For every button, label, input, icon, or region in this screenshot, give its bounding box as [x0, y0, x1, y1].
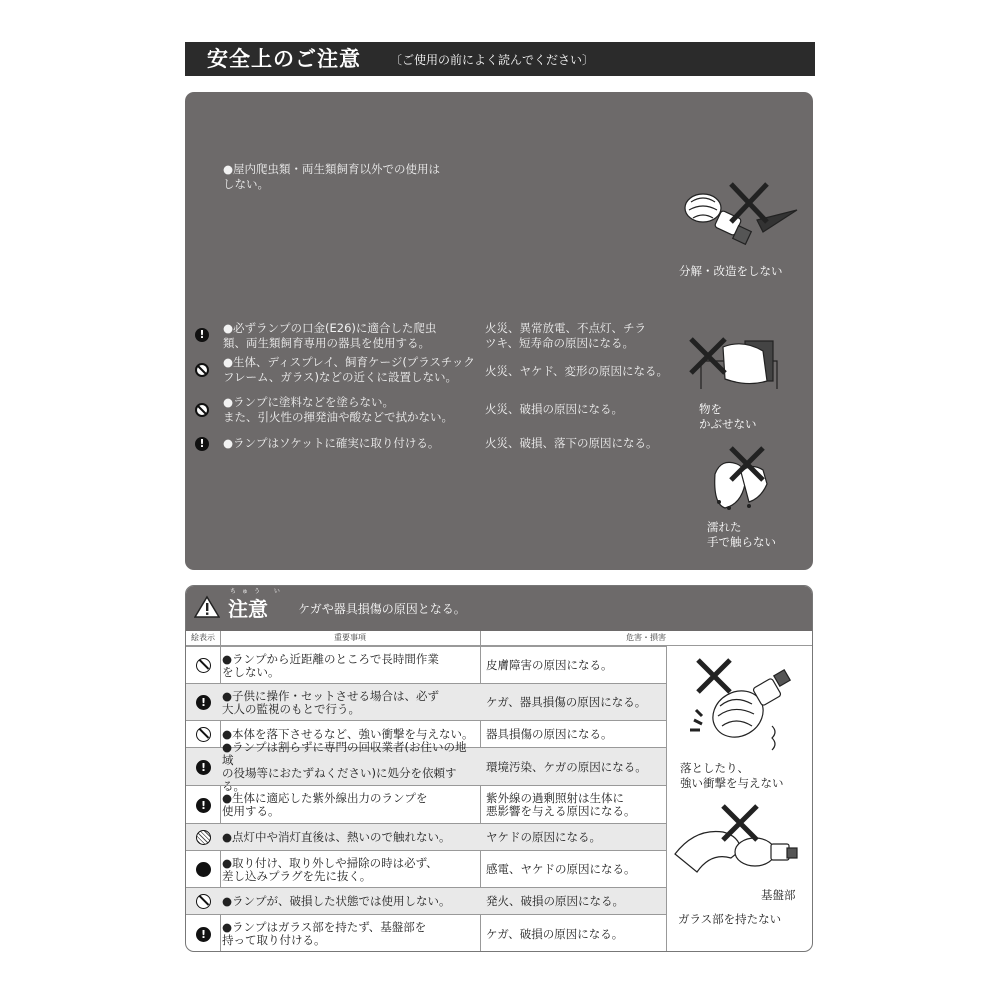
- caution-description: ケガや器具損傷の原因となる。: [298, 602, 466, 616]
- warning-item-1-text: ●必ずランプの口金(E26)に適合した爬虫 類、両生類飼育専用の器具を使用する。: [223, 321, 437, 350]
- must-do-icon: !: [196, 798, 211, 813]
- row-symbol-cell: [186, 824, 220, 851]
- caution-box: [185, 585, 813, 952]
- table-row: [186, 887, 666, 915]
- drop-illustration-icon: [676, 658, 806, 758]
- row-harm: 紫外線の過剰照射は生体に 悪影響を与える原因になる。: [486, 791, 636, 818]
- column-header-matter: 重要事項: [334, 633, 366, 642]
- warning-item-4-result: 火災、破損、落下の原因になる。: [485, 436, 658, 450]
- caption-drop: 落としたり、 強い衝撃を与えない: [680, 761, 784, 790]
- row-important-matter: ●本体を落下させるなど、強い衝撃を与えない。: [222, 727, 474, 741]
- wet-hands-illustration-icon: [705, 444, 780, 514]
- row-symbol-cell: [186, 684, 220, 721]
- table-row: [186, 683, 666, 721]
- row-important-matter: ●ランプから近距離のところで長時間作業 をしない。: [222, 651, 439, 679]
- row-important-matter: ●子供に操作・セットさせる場合は、必ず 大人の監視のもとで行う。: [222, 688, 440, 716]
- warning-item-3-text: ●ランプに塗料などを塗らない。 また、引火性の揮発油や酸などで拭かない。: [223, 395, 453, 424]
- must-do-icon: !: [195, 437, 209, 451]
- row-important-matter: ●生体に適応した紫外線出力のランプを 使用する。: [222, 791, 428, 818]
- caution-title-ruby: ちゅう い: [230, 588, 286, 595]
- warning-item-3-result: 火災、破損の原因になる。: [485, 402, 623, 416]
- caption-cover: 物を かぶせない: [699, 402, 757, 431]
- row-harm: 皮膚障害の原因になる。: [486, 658, 613, 672]
- row-harm: ケガ、器具損傷の原因になる。: [486, 695, 647, 709]
- no-touch-hot-icon: [196, 830, 211, 845]
- section-header: [185, 42, 815, 76]
- row-harm: 発火、破損の原因になる。: [486, 894, 624, 908]
- caution-title: 注意: [228, 597, 268, 621]
- table-row: [186, 785, 666, 824]
- row-symbol-cell: [186, 748, 220, 786]
- caption-wet-hands: 濡れた 手で触らない: [707, 520, 776, 549]
- must-do-icon: !: [196, 760, 211, 775]
- warning-item-4-text: ●ランプはソケットに確実に取り付ける。: [223, 436, 440, 450]
- table-row: [186, 914, 666, 952]
- page-subtitle: 〔ご使用の前によく読んでください〕: [390, 53, 595, 67]
- must-do-icon: !: [196, 695, 211, 710]
- row-important-matter: ●取り付け、取り外しや掃除の時は必ず、 差し込みプラグを先に抜く。: [222, 855, 438, 883]
- warning-item-2-text: ●生体、ディスプレイ、飼育ケージ(プラスチック フレーム、ガラス)などの近くに設置しない。: [223, 355, 475, 384]
- caption-base: 基盤部: [761, 888, 796, 902]
- disassemble-illustration-icon: [675, 180, 805, 260]
- prohibit-icon: [196, 658, 211, 673]
- prohibit-icon: [195, 403, 209, 417]
- cover-illustration-icon: [685, 335, 795, 395]
- row-symbol-cell: [186, 888, 220, 915]
- row-harm: 環境汚染、ケガの原因になる。: [486, 759, 647, 774]
- caution-triangle-icon: [194, 595, 220, 619]
- warning-box: [185, 92, 813, 570]
- column-header-symbol: 絵表示: [191, 633, 215, 642]
- warning-item-1-result: 火災、異常放電、不点灯、チラ ツキ、短寿命の原因になる。: [485, 321, 646, 350]
- row-symbol-cell: [186, 721, 220, 748]
- row-harm: ヤケドの原因になる。: [486, 830, 601, 844]
- table-row: [186, 823, 666, 851]
- prohibit-icon: [196, 894, 211, 909]
- row-harm: 感電、ヤケドの原因になる。: [486, 862, 636, 876]
- row-harm: 器具損傷の原因になる。: [486, 727, 613, 741]
- table-row: [186, 740, 666, 793]
- must-do-icon: !: [196, 927, 211, 942]
- caution-title-bar: [186, 586, 812, 631]
- caption-glass: ガラス部を持たない: [678, 912, 782, 926]
- row-symbol-cell: [186, 786, 220, 824]
- caption-disassemble: 分解・改造をしない: [679, 264, 783, 278]
- row-important-matter: ●ランプは割らずに専門の回収業者(お住いの地域 の役場等におたずねください)に処分を依頼する。: [222, 740, 467, 793]
- page-title: 安全上のご注意: [207, 47, 361, 71]
- row-harm: ケガ、破損の原因になる。: [486, 926, 624, 941]
- warning-item-2-result: 火災、ヤケド、変形の原因になる。: [485, 364, 668, 378]
- column-divider: [666, 645, 667, 952]
- table-row: [186, 850, 666, 888]
- unplug-icon: [196, 862, 211, 877]
- glass-hold-illustration-icon: [671, 804, 806, 894]
- row-important-matter: ●点灯中や消灯直後は、熱いので触れない。: [222, 830, 451, 844]
- row-important-matter: ●ランプが、破損した状態では使用しない。: [222, 894, 451, 908]
- column-header-harm: 危害・損害: [626, 633, 666, 642]
- table-row: [186, 646, 666, 684]
- row-symbol-cell: [186, 851, 220, 888]
- row-symbol-cell: [186, 915, 220, 952]
- warning-intro: ●屋内爬虫類・両生類飼育以外での使用は しない。: [223, 162, 441, 191]
- must-do-icon: !: [195, 328, 209, 342]
- row-symbol-cell: [186, 647, 220, 684]
- prohibit-icon: [195, 363, 209, 377]
- row-important-matter: ●ランプはガラス部を持たず、基盤部を 持って取り付ける。: [222, 920, 427, 947]
- prohibit-icon: [196, 727, 211, 742]
